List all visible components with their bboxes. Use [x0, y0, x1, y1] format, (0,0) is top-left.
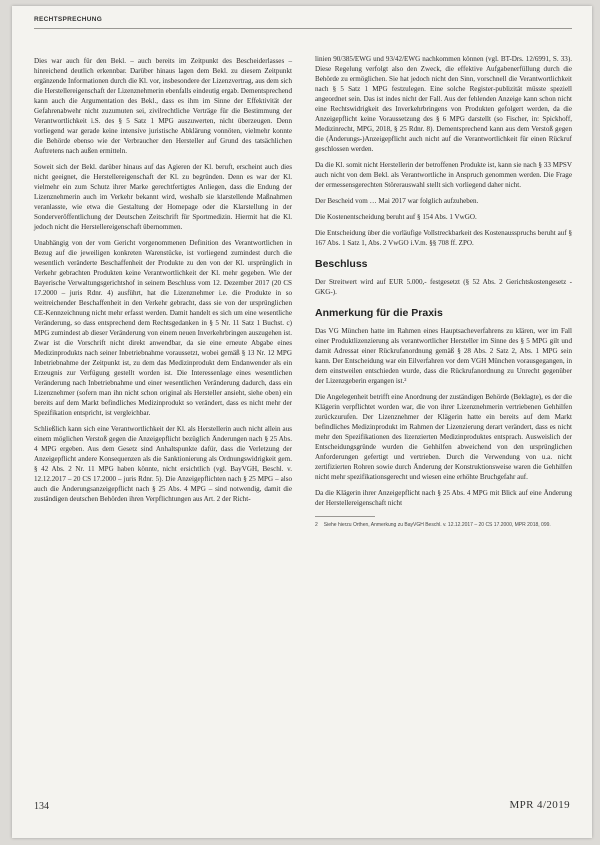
footnote-rule	[315, 516, 375, 517]
section-header: RECHTSPRECHUNG	[34, 16, 103, 23]
footnote-text: Siehe hierzu Orthen, Anmerkung zu BayVGH Beschl. v. 12.12.2017 – 20 CS 17.2000, MPR 2018, 099.	[323, 522, 551, 528]
footnote	[315, 522, 572, 529]
paragraph: linien 90/385/EWG und 93/42/EWG nachkommen können (vgl. BT-Drs. 12/6991, S. 33). Diese Regelung verfolgt also den Zweck, die effektive Aufgabenerfüllung durch die Behörde zu ermöglichen. Sie hat jedoch nicht den Sinn, vorschnell die Verantwortlichkeit nach § 5 Satz 1 MPG festzulegen. Eine solche Register-publizität müsste speziell angeordnet sein. Das ist indes nicht der Fall. Aus der fehlenden Anzeige kann schon nicht eine Rechtswidrigkeit des Inverkehrbringens von Produkten gefolgert werden, da die Anzeigepflicht keine Voraussetzung des § 6 MPG darstellt (so Fischer, in: Spickhoff, Medizinrecht, MPG, 2018, § 25 Rdnr. 8). Dementsprechend kann aus dem Verstoß gegen die (Änderungs-)Anzeigepflicht auch nicht auf die Verantwortlichkeit für einen Rückruf geschlossen werden.	[315, 55, 572, 153]
paragraph: Der Streitwert wird auf EUR 5.000,- festgesetzt (§ 52 Abs. 2 Gerichtskostengesetz -GKG-).	[315, 278, 572, 296]
paragraph: Da die Klägerin ihrer Anzeigepflicht nach § 25 Abs. 4 MPG mit Blick auf eine Änderung der Herstellereigenschaft nicht	[315, 489, 572, 507]
paragraph: Unabhängig von der vom Gericht vorgenommenen Definition des Verantwortlichen in Bezug auf die jeweiligen konkreten Warenstücke, ist vorliegend zumindest durch die wesentlich veränderte Beschaffenheit der Produkte zu den von der Kl. ursprünglich in Verkehr gebrachten Produkten keine Verantwortlichkeit der Kl. mehr gegeben. Wie der Bayerische Verwaltungsgerichtshof in seinem Beschluss vom 12. Dezember 2017 (20 CS 17.2000 – juris Rdnr. 4) ausführt, hat die Lizenznehmer i.e. die Produkte in so weitreichender Beschaffenheit in den Verkehr gebracht, dass sie von der ursprünglichen CE-Kennzeichnung nicht mehr erfasst werden. Damit handelt es sich um eine wesentliche Veränderung, so dass entsprechend dem Rechtsgedanken in § 5 Nr. 11 Satz 1 Buchst. c) MPG zumindest ab dieser Veränderung von einem neuen Inverkehrbringen auszugehen ist. Zwar ist die Vorschrift nicht direkt anwendbar, da sie eine erneute Abgabe eines Medizinprodukts nach seiner Inbetriebnahme voraussetzt, wobei gemäß § 13 Nr. 12 MPG Inbetriebnahme der Zeitpunkt ist, zu dem das Medizinprodukt dem Endanwender als ein Erzeugnis zur Verfügung gestellt worden ist. Die Interessenlage eines wesentlichen Veränderung nach Inbetriebnahme und einer wesentlichen Veränderung dadurch, dass ein Lizenznehmer (sofern man ihn nicht schon original als Hersteller ansieht, siehe oben) ein bereits auf dem Markt befindliches Medizinprodukt so verändert, dass es nicht mehr der Spezifikation entspricht, ist vergleichbar.	[34, 239, 292, 417]
paragraph: Die Angelegenheit betrifft eine Anordnung der zuständigen Behörde (Beklagte), es der die Klägerin verpflichtet worden war, die von ihrer Lizenznehmerin vertriebenen Gehhilfen zurückzurufen. Der Lizenznehmer der Klägerin hatte ein bereits auf dem Markt befindliches Medizinprodukt im Rahmen der Lizenzierung derart verändert, dass es nicht mehr den Spezifikationen des lizenzierten Medizinproduktes entsprach. Ausweislich der Entscheidungsgründe wurden die Gehhilfen abweichend von den ursprünglichen Anforderungen gefertigt und vertrieben. Durch die Verwendung von u.a. nicht zertifizierten Rohren sowie durch Änderung der Konstruktionsweise waren die Gehhilfen nicht mehr spezifikationsgerecht und wiesen eine erhöhte Bruchgefahr auf.	[315, 393, 572, 481]
paragraph: Dies war auch für den Bekl. – auch bereits im Zeitpunkt des Bescheiderlasses – hinreichend deutlich erkennbar. Darüber hinaus lagen dem Bekl. zu diesem Zeitpunkt ergänzende Informationen durch die Kl. vor, insbesondere der Lizenzvertrag, aus dem sich die Herstellereigenschaft der Lizenznehmerin ebenfalls eindeutig ergab. Dementsprechend kann auch die Argumentation des Bekl., dass es ihm im Sinne der Effektivität der Gefahrenabwehr nicht zuzumuten sei, zivilrechtliche Verträge für die Bestimmung der Verantwortlichkeit i.S. des § 5 Satz 1 MPG auszuwerten, nicht überzeugen. Denn vorliegend war gerade keine intensive juristische Abklärung vonnöten, vielmehr konnte die Behörde ebenso wie der Verbraucher den Hersteller auf Grund des tatsächlichen Auftretens nach außen ermitteln.	[34, 57, 292, 155]
paragraph: Schließlich kann sich eine Verantwortlichkeit der Kl. als Herstellerin auch nicht allein aus einem möglichen Verstoß gegen die Anzeigepflicht bezüglich Änderungen nach § 25 Abs. 4 MPG ergeben. Aus dem Gesetz sind Anhaltspunkte dafür, dass die Verletzung der Anzeigepflicht andere Konsequenzen als die Sanktionierung als Ordnungswidrigkeit gem. § 42 Abs. 2 Nr. 11 MPG haben könnte, nicht ersichtlich (vgl. BayVGH, Beschl. v. 12.12.2017 – 20 CS 17.2000 – juris Rdnr. 5). Die Anzeigepflichten nach § 25 MPG – also auch die Änderungsanzeigepflicht nach § 25 Abs. 4 MPG – sind notwendig, damit die zuständigen deutschen Behörden ihren Verpflichtungen aus Art. 2 der Richt-	[34, 425, 292, 503]
footnote-number: 2	[315, 522, 318, 528]
left-column	[34, 56, 292, 510]
header-rule	[34, 28, 572, 29]
paragraph: Die Kostenentscheidung beruht auf § 154 Abs. 1 VwGO.	[315, 213, 477, 221]
heading-anmerkung: Anmerkung für die Praxis	[315, 307, 443, 319]
journal-issue: MPR 4/2019	[509, 799, 570, 811]
right-column	[315, 54, 572, 529]
paragraph: Der Bescheid vom … Mai 2017 war folglich aufzuheben.	[315, 197, 479, 205]
paragraph: Die Entscheidung über die vorläufige Vollstreckbarkeit des Kostenausspruchs beruht auf § 167 Abs. 1 Satz 1, Abs. 2 VwGO i.V.m. §§ 708 ff. ZPO.	[315, 229, 572, 247]
page-number: 134	[34, 801, 49, 812]
heading-beschluss: Beschluss	[315, 258, 368, 270]
paragraph: Soweit sich der Bekl. darüber hinaus auf das Agieren der Kl. beruft, erscheint auch dies nicht geeignet, die Herstellereigenschaft der Kl. zu begründen. Denn es war der Kl. vielmehr ein zum Schutz ihrer Marke gerechtfertigtes Anliegen, dass die Endung der Lizenznehmerin auch im Verkehr bekannt wird, weshalb sie klarstellende Maßnahmen veranlasste, wie etwa die Gestaltung der Homepage oder die Klarstellung in der Sonderveröffentlichung der Deutschen Zeitschrift für Sportmedizin. Hiermit hat die Kl. jedoch nicht die Herstellereigenschaft übernommen.	[34, 163, 292, 231]
document-page	[12, 6, 592, 838]
paragraph: Da die Kl. somit nicht Herstellerin der betroffenen Produkte ist, kann sie nach § 33 MPSV auch nicht von dem Bekl. als Verantwortliche in Anspruch genommen werden. Die Frage der ermessensgerechten Störerauswahl stellt sich vorliegend daher nicht.	[315, 161, 572, 189]
paragraph: Das VG München hatte im Rahmen eines Hauptsacheverfahrens zu klären, wer im Fall einer Produktlizenzierung als verantwortlicher Hersteller im Sinne des § 5 MPG gilt und damit Adressat einer Rückrufanordnung gemäß § 28 Abs. 2 Satz 2, Abs. 1 MPG sein kann. Der Entscheidung war ein Eilverfahren vor dem VGH München vorausgegangen, in dem einstweilen entschieden wurde, dass die Rückrufanordnung zu Unrecht gegenüber der Lizenzgeberin ergangen ist.²	[315, 327, 572, 385]
